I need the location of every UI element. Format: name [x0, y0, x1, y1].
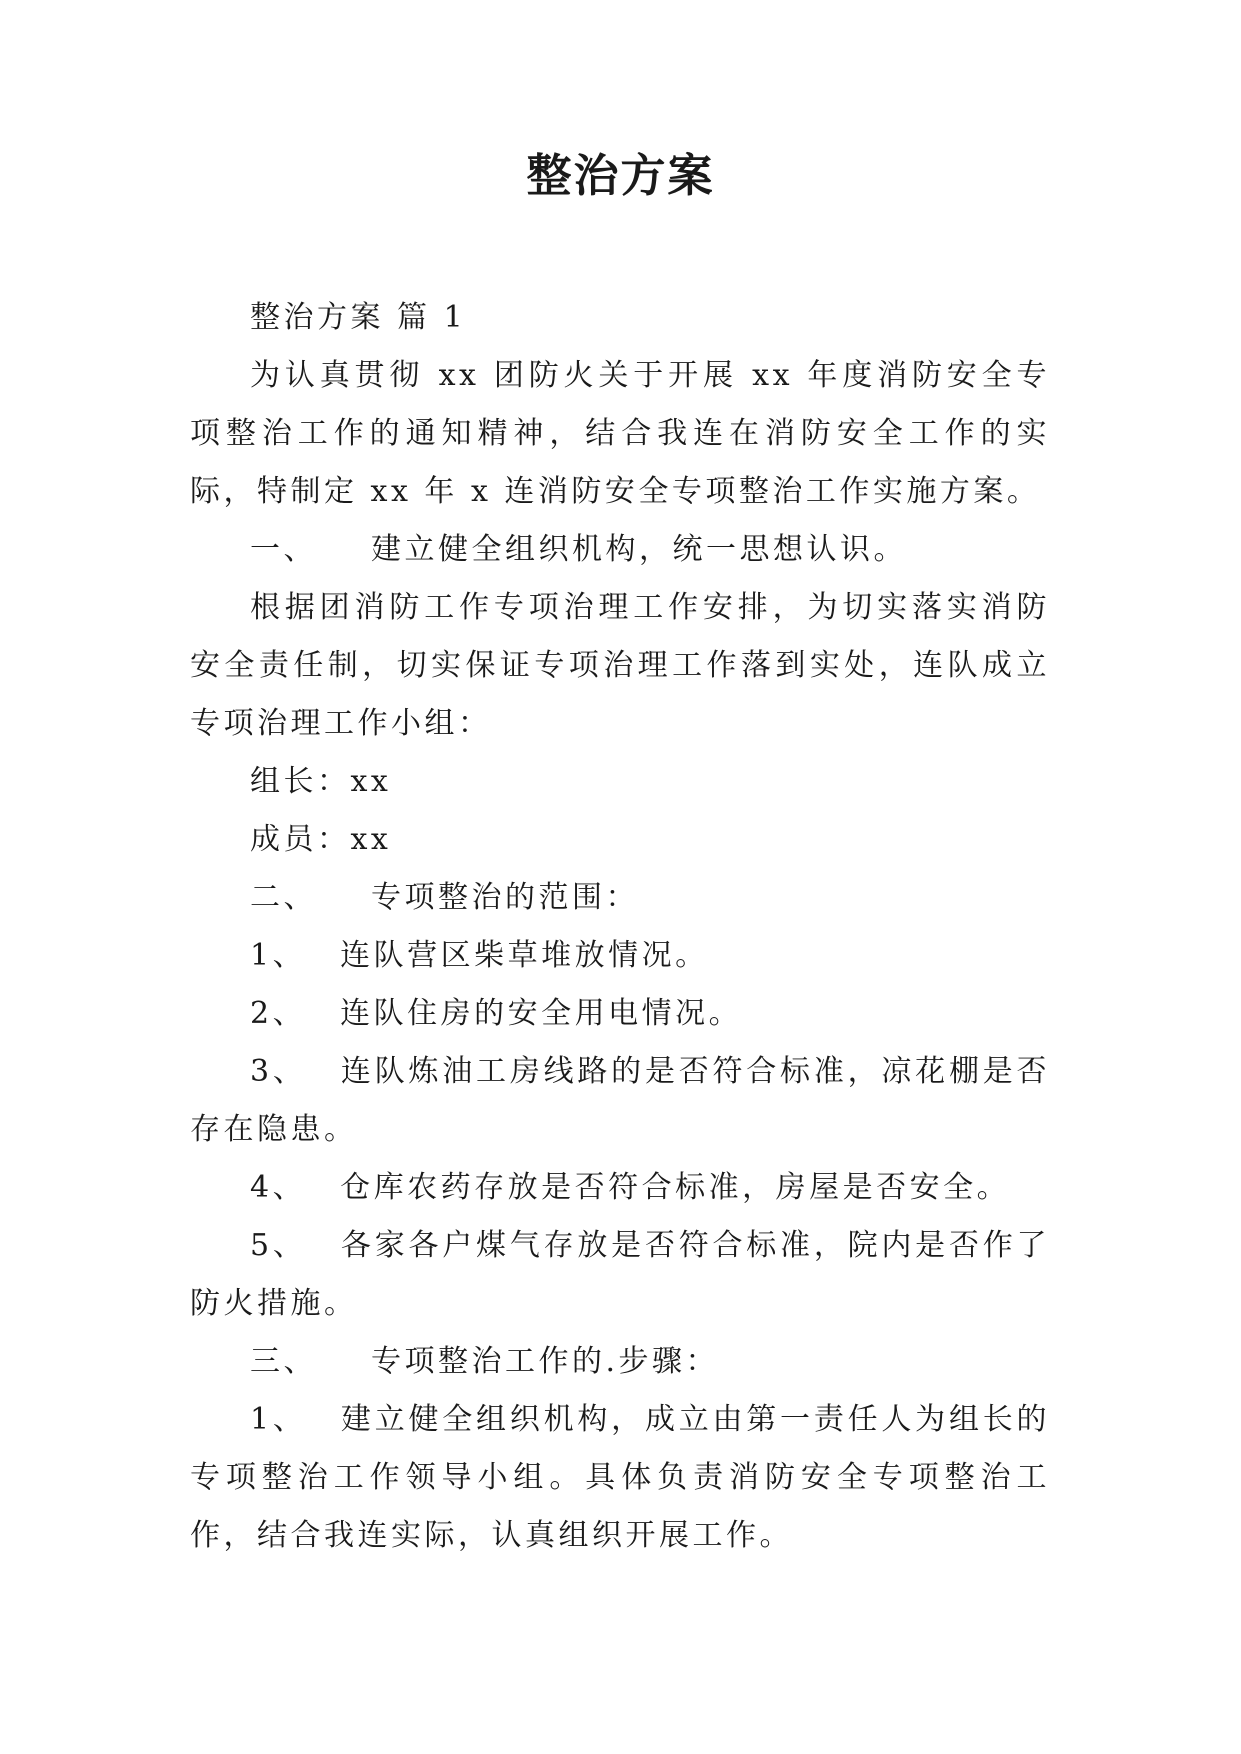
part-2-heading-text: 专项整治的范围：: [371, 880, 639, 915]
part-3-number: 三、: [250, 1344, 317, 1379]
intro-paragraph: [190, 347, 1050, 521]
scope-item-2-text: 连队住房的安全用电情况。: [340, 996, 743, 1031]
leader-text: 组长：xx: [250, 764, 392, 799]
members-text: 成员：xx: [250, 822, 392, 857]
section-heading-text: 整治方案 篇 1: [250, 300, 467, 335]
part-1-paragraph: [190, 579, 1050, 753]
scope-item-3: [190, 1043, 1050, 1159]
scope-item-3-text: 连队炼油工房线路的是否符合标准，凉花棚是否存在隐患。: [190, 1054, 1051, 1147]
part-2-heading: [190, 869, 1050, 927]
part-1-heading-text: 建立健全组织机构，统一思想认识。: [371, 532, 907, 567]
scope-item-2: [190, 985, 1050, 1043]
part-1-text: 根据团消防工作专项治理工作安排，为切实落实消防安全责任制，切实保证专项治理工作落到实处，连队成立专项治理工作小组：: [190, 590, 1050, 741]
part-1-heading: [190, 521, 1050, 579]
part-2-number: 二、: [250, 880, 317, 915]
scope-item-4-text: 仓库农药存放是否符合标准，房屋是否安全。: [340, 1170, 1011, 1205]
scope-item-1-number: 1、: [250, 938, 307, 973]
scope-item-4-number: 4、: [250, 1170, 307, 1205]
section-heading: [190, 289, 1050, 347]
step-item-1-text: 建立健全组织机构，成立由第一责任人为组长的专项整治工作领导小组。具体负责消防安全专项整治工作，结合我连实际，认真组织开展工作。: [190, 1402, 1051, 1553]
members-line: [190, 811, 1050, 869]
scope-item-3-number: 3、: [250, 1054, 307, 1089]
part-3-heading-text: 专项整治工作的.步骤：: [371, 1344, 720, 1379]
part-1-number: 一、: [250, 532, 317, 567]
scope-item-5-text: 各家各户煤气存放是否符合标准，院内是否作了防火措施。: [190, 1228, 1051, 1321]
scope-item-1-text: 连队营区柴草堆放情况。: [340, 938, 709, 973]
document-title: 整治方案: [526, 149, 715, 202]
step-item-1: [190, 1391, 1050, 1565]
scope-item-1: [190, 927, 1050, 985]
step-item-1-number: 1、: [250, 1402, 307, 1437]
leader-line: [190, 753, 1050, 811]
scope-item-5-number: 5、: [250, 1228, 307, 1263]
scope-item-5: [190, 1217, 1050, 1333]
document-body: [190, 289, 1050, 1565]
scope-item-2-number: 2、: [250, 996, 307, 1031]
scope-item-4: [190, 1159, 1050, 1217]
part-3-heading: [190, 1333, 1050, 1391]
intro-text: 为认真贯彻 xx 团防火关于开展 xx 年度消防安全专项整治工作的通知精神，结合我连在消防安全工作的实际，特制定 xx 年 x 连消防安全专项整治工作实施方案。: [190, 358, 1050, 509]
